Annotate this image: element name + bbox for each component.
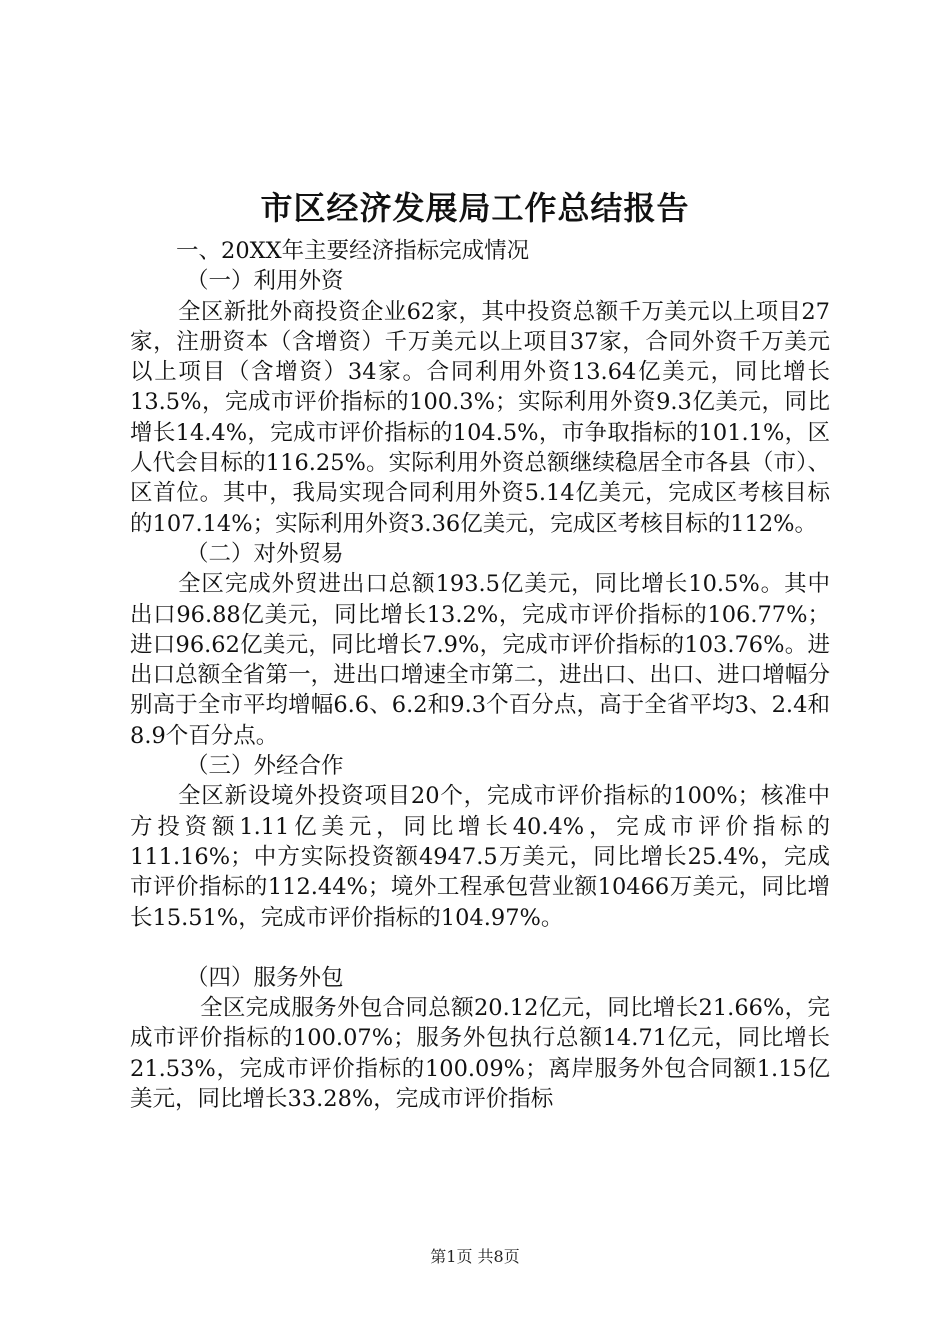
blank-line (130, 933, 830, 963)
paragraph-foreign-investment: 全区新批外商投资企业62家，其中投资总额千万美元以上项目27家，注册资本（含增资）千万美元以上项目37家，合同外资千万美元以上项目（含增资）34家。合同利用外资13.64亿美元，同比增长13.5%，完成市评价指标的100.3%；实际利用外资9.3亿美元，同比增长14.4%，完成市评价指标的104.5%，市争取指标的101.1%，区人代会目标的116.25%。实际利用外资总额继续稳居全市各县（市）、区首位。其中，我局实现合同利用外资5.14亿美元，完成区考核目标的107.14%；实际利用外资3.36亿美元，完成区考核目标的112%。 (130, 298, 830, 537)
paragraph-service-outsourcing: 全区完成服务外包合同总额20.12亿元，同比增长21.66%，完成市评价指标的100.07%；服务外包执行总额14.71亿元，同比增长21.53%，完成市评价指标的100.09%；离岸服务外包合同额1.15亿美元，同比增长33.28%，完成市评价指标 (130, 995, 830, 1113)
section-heading: 一、20XX年主要经济指标完成情况 (176, 238, 530, 264)
subsection-heading-foreign-investment: （一）利用外资 (186, 268, 344, 295)
paragraph-economic-cooperation: 全区新设境外投资项目20个，完成市评价指标的100%；核准中方投资额1.11亿美元，同比增长40.4%，完成市评价指标的111.16%；中方实际投资额4947.5万美元，同比增长25.4%，完成市评价指标的112.44%；境外工程承包营业额10466万美元，同比增长15.51%，完成市评价指标的104.97%。 (130, 783, 830, 931)
page-footer: 第1页 共8页 (430, 1247, 520, 1266)
subsection-heading-foreign-trade: （二）对外贸易 (186, 540, 344, 567)
subsection-heading-service-outsourcing: （四）服务外包 (186, 964, 344, 991)
subsection-heading-economic-cooperation: （三）外经合作 (186, 753, 344, 780)
document-title: 市区经济发展局工作总结报告 (260, 189, 690, 227)
document-body (130, 236, 830, 1114)
paragraph-foreign-trade: 全区完成外贸进出口总额193.5亿美元，同比增长10.5%。其中出口96.88亿美元，同比增长13.2%，完成市评价指标的106.77%；进口96.62亿美元，同比增长7.9%，完成市评价指标的103.76%。进出口总额全省第一，进出口增速全市第二，进出口、出口、进口增幅分别高于全市平均增幅6.6、6.2和9.3个百分点，高于全省平均3、2.4和8.9个百分点。 (130, 571, 830, 749)
